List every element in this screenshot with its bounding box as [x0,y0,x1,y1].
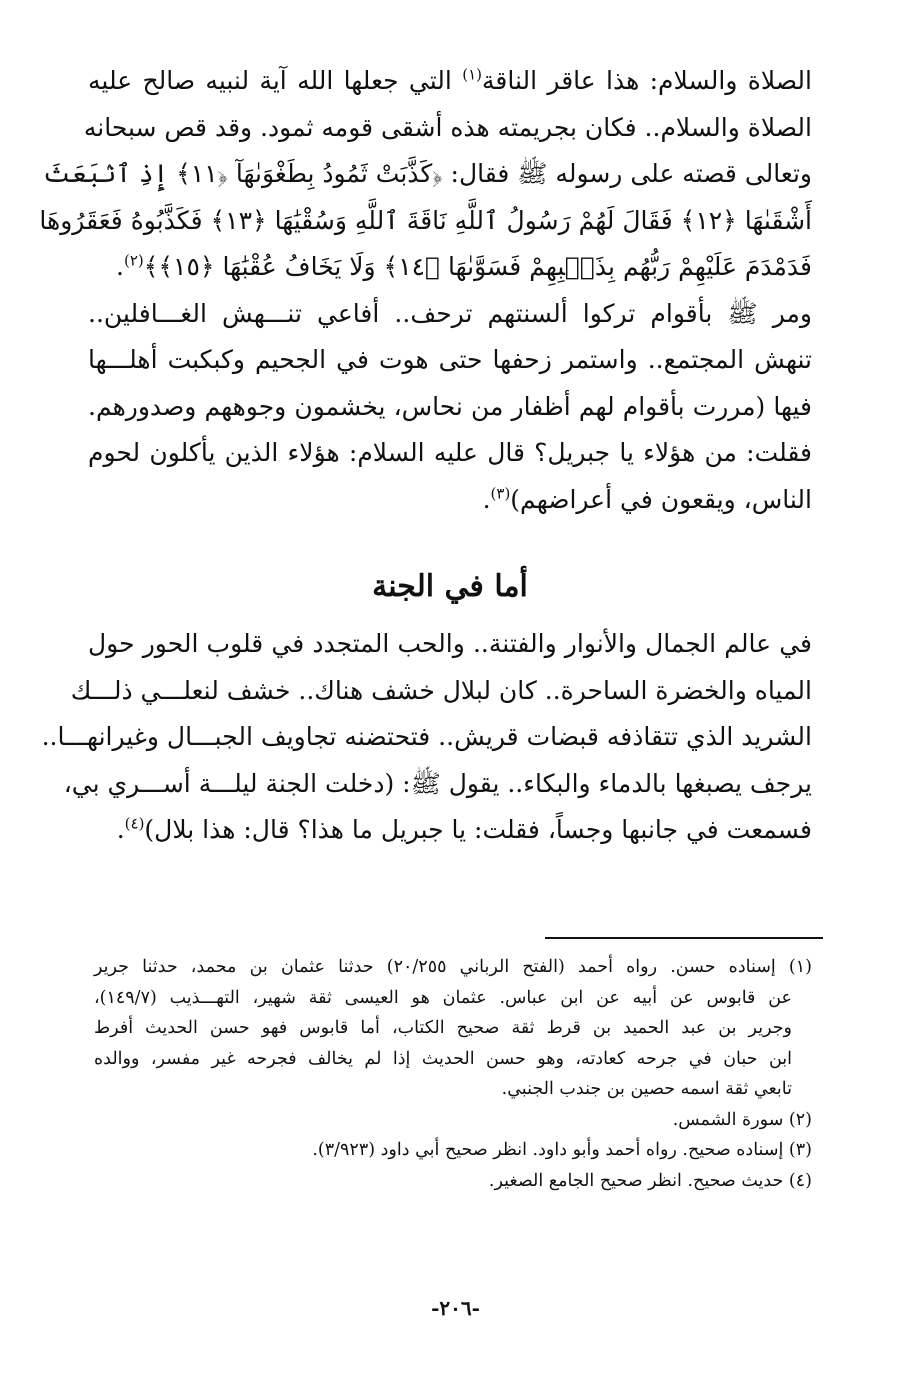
footnote-line: ابن حبان في جرحه كعادته، وهو حسن الحديث إذا لم يخالف فجرحه غير مفسر، ووالده [94,1048,792,1069]
footnote-marker: (٢) [123,251,144,270]
text-line: ومر ﷺ بأقوام تركوا ألسنتهم ترحف.. أفاعي تنـــهش الغـــافلين.. [88,298,812,328]
text-segment: . [482,484,491,514]
footnote-line: وجرير بن عبد الحميد بن قرط ثقة صحيح الكتاب، أما قابوس فهو حسن الحديث أفرط [94,1018,792,1038]
footnote-marker: (٣) [490,484,511,503]
text-segment: التي جعلها الله آية لنبيه صالح عليه [88,66,452,95]
footnote-line: عن قابوس عن أبيه عن ابن عباس. عثمان هو العيسى ثقة شهير، التهـــذيب (١٤٩/٧)، [94,987,792,1008]
text-segment: . [116,252,124,281]
footnote-line: تابعي ثقة اسمه حصين بن جندب الجنبي. [501,1079,792,1099]
text-line: فيها (مررت بأقوام لهم أظفار من نحاس، يخشمون وجوههم وصدورهم. [88,391,812,421]
quran-line: أَشْقَىٰهَا ﴿١٢﴾ فَقَالَ لَهُمْ رَسُولُ ٱللَّهِ نَاقَةَ ٱللَّهِ وَسُقْيَٰهَا ﴿١٣﴾ فَكَذَّبُوهُ فَعَقَرُوهَا [39,205,812,235]
footnote-line: (١) إسناده حسن. رواه أحمد (الفتح الرباني ٢٠/٢٥٥) حدثنا عثمان بن محمد، حدثنا جرير [94,957,812,977]
text-line: الشريد الذي تتقاذفه قبضات قريش.. فتحتضنه تجاويف الجبـــال وغيرانهـــا.. [41,722,812,751]
footnote-3 [94,1135,812,1166]
footnote-1 [94,952,812,1105]
text-segment: الناس، ويقعون في أعراضهم) [510,484,812,514]
page-body [39,58,812,854]
footnote-2 [94,1105,812,1136]
footnote-line: (٢) سورة الشمس. [672,1109,812,1130]
text-line [88,477,812,524]
footnotes [94,952,812,1196]
footnote-marker: (٤) [124,814,145,833]
quran-line: وتعالى قصته على رسوله ﷺ فقال: ﴿كَذَّبَتْ ثَمُودُ بِطَغْوَىٰهَآ ﴿١١﴾ إِذِ ٱنۢبَعَثَ [43,159,812,188]
paragraph-bilal [41,621,812,854]
text-line [88,58,812,105]
section-heading: أما في الجنة [372,569,528,604]
text-line: المياه والخضرة الساحرة.. كان لبلال خشف هناك.. خشف لنعلـــي ذلـــك [70,675,812,705]
text-line: يرجف يصبغها بالدماء والبكاء.. يقول ﷺ: (دخلت الجنة ليلـــة أســـري بي، [63,768,812,798]
text-segment: . [116,815,125,844]
footnote-divider [545,937,823,939]
footnote-line: (٤) حديث صحيح. انظر صحيح الجامع الصغير. [488,1170,812,1191]
text-line [88,807,812,854]
text-line: تنهش المجتمع.. واستمر زحفها حتى هوت في الجحيم وكبكبت أهلـــها [88,345,812,374]
text-segment: الصلاة والسلام: هذا عاقر الناقة [482,66,812,95]
footnote-4 [94,1166,812,1197]
text-line: في عالم الجمال والأنوار والفتنة.. والحب المتجدد في قلوب الحور حول [88,629,812,658]
quran-line [88,244,812,291]
text-line: فقلت: من هؤلاء يا جبريل؟ قال عليه السلام: هؤلاء الذين يأكلون لحوم [88,438,812,467]
text-segment: فسمعت في جانبها وجساً، فقلت: يا جبريل ما هذا؟ قال: هذا بلال) [144,815,812,844]
footnote-marker: (١) [462,65,482,84]
text-line: الصلاة والسلام.. فكان بجريمته هذه أشقى قومه ثمود. وقد قص سبحانه [83,112,812,142]
text-segment: فَدَمْدَمَ عَلَيْهِمْ رَبُّهُم بِذَنۢبِهِمْ فَسَوَّىٰهَا ﴿١٤﴾ وَلَا يَخَافُ عُقْبَٰهَا ﴿١٥﴾﴾ [143,252,812,281]
page-number: -٢٠٦- [431,1296,480,1320]
footnote-line: (٣) إسناده صحيح. رواه أحمد وأبو داود. انظر صحيح أبي داود (٣/٩٢٣). [312,1140,812,1160]
paragraph-salih [39,58,812,291]
paragraph-backbiters [88,291,812,524]
